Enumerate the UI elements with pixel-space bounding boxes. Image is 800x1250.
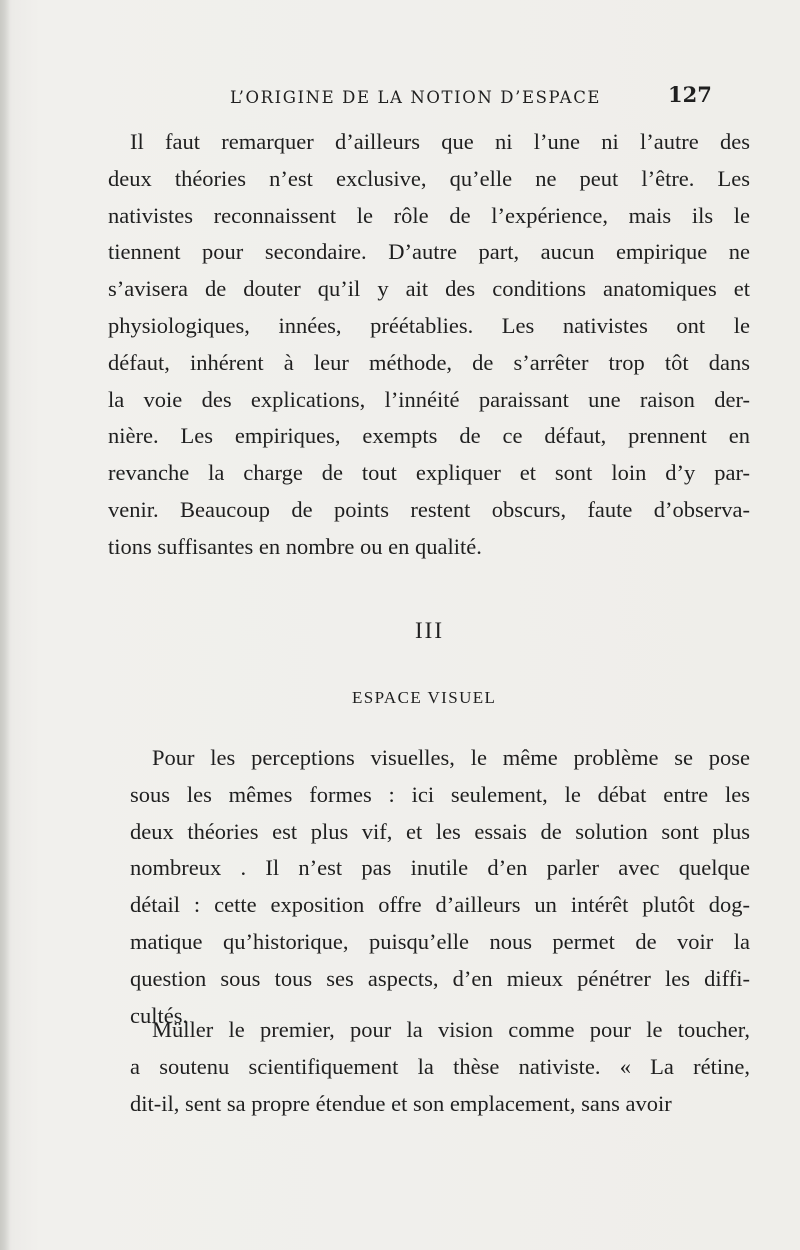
running-title: L’ORIGINE DE LA NOTION D’ESPACE	[230, 88, 602, 107]
paragraph-2-line: sous les mêmes formes : ici seulement, le débat entre les	[130, 781, 750, 807]
paragraph-1-line: physiologiques, innées, préétablies. Les nativistes ont le	[108, 312, 750, 338]
paragraph-2-line: détail : cette exposition offre d’ailleurs un intérêt plutôt dog-	[130, 892, 750, 918]
paragraph-1-line: venir. Beaucoup de points restent obscurs, faute d’observa-	[108, 496, 750, 522]
paragraph-2-line: Pour les perceptions visuelles, le même problème se pose	[152, 745, 750, 770]
paragraph-2-line: deux théories est plus vif, et les essais de solution sont plus	[130, 818, 750, 844]
paragraph-1	[108, 124, 750, 566]
paragraph-1-line: défaut, inhérent à leur méthode, de s’arrêter trop tôt dans	[108, 349, 750, 375]
paragraph-2-line: cultés.	[130, 1002, 189, 1028]
paragraph-3-line: a soutenu scientifiquement la thèse nativiste. « La rétine,	[130, 1053, 750, 1079]
paragraph-3	[130, 1012, 750, 1122]
paragraph-2-line: question sous tous ses aspects, d’en mieux pénétrer les diffi-	[130, 965, 750, 991]
section-number: III	[415, 618, 444, 643]
paragraph-1-line: la voie des explications, l’innéité paraissant une raison der-	[108, 386, 750, 412]
paragraph-2-line: nombreux . Il n’est pas inutile d’en parler avec quelque	[130, 855, 750, 881]
gutter-shadow	[0, 0, 10, 1250]
paragraph-1-line: Il faut remarquer d’ailleurs que ni l’une ni l’autre des	[130, 129, 750, 154]
paragraph-1-line: nière. Les empiriques, exempts de ce défaut, prennent en	[108, 423, 750, 449]
paragraph-3-line: dit-il, sent sa propre étendue et son emplacement, sans avoir	[130, 1090, 672, 1116]
paragraph-2-line: matique qu’historique, puisqu’elle nous permet de voir la	[130, 928, 750, 954]
paragraph-1-line: tiennent pour secondaire. D’autre part, aucun empirique ne	[108, 239, 750, 265]
paragraph-3-line: Müller le premier, pour la vision comme pour le toucher,	[152, 1017, 750, 1042]
section-title: ESPACE VISUEL	[352, 688, 497, 707]
paragraph-1-line: revanche la charge de tout expliquer et sont loin d’y par-	[108, 460, 750, 486]
paragraph-1-line: s’avisera de douter qu’il y ait des conditions anatomiques et	[108, 276, 750, 302]
page-number: 127	[668, 82, 712, 107]
paragraph-2	[130, 740, 750, 1034]
paragraph-1-line: nativistes reconnaissent le rôle de l’expérience, mais ils le	[108, 202, 750, 228]
paragraph-1-line: deux théories n’est exclusive, qu’elle ne peut l’être. Les	[108, 165, 750, 191]
paragraph-1-line: tions suffisantes en nombre ou en qualité.	[108, 533, 482, 559]
